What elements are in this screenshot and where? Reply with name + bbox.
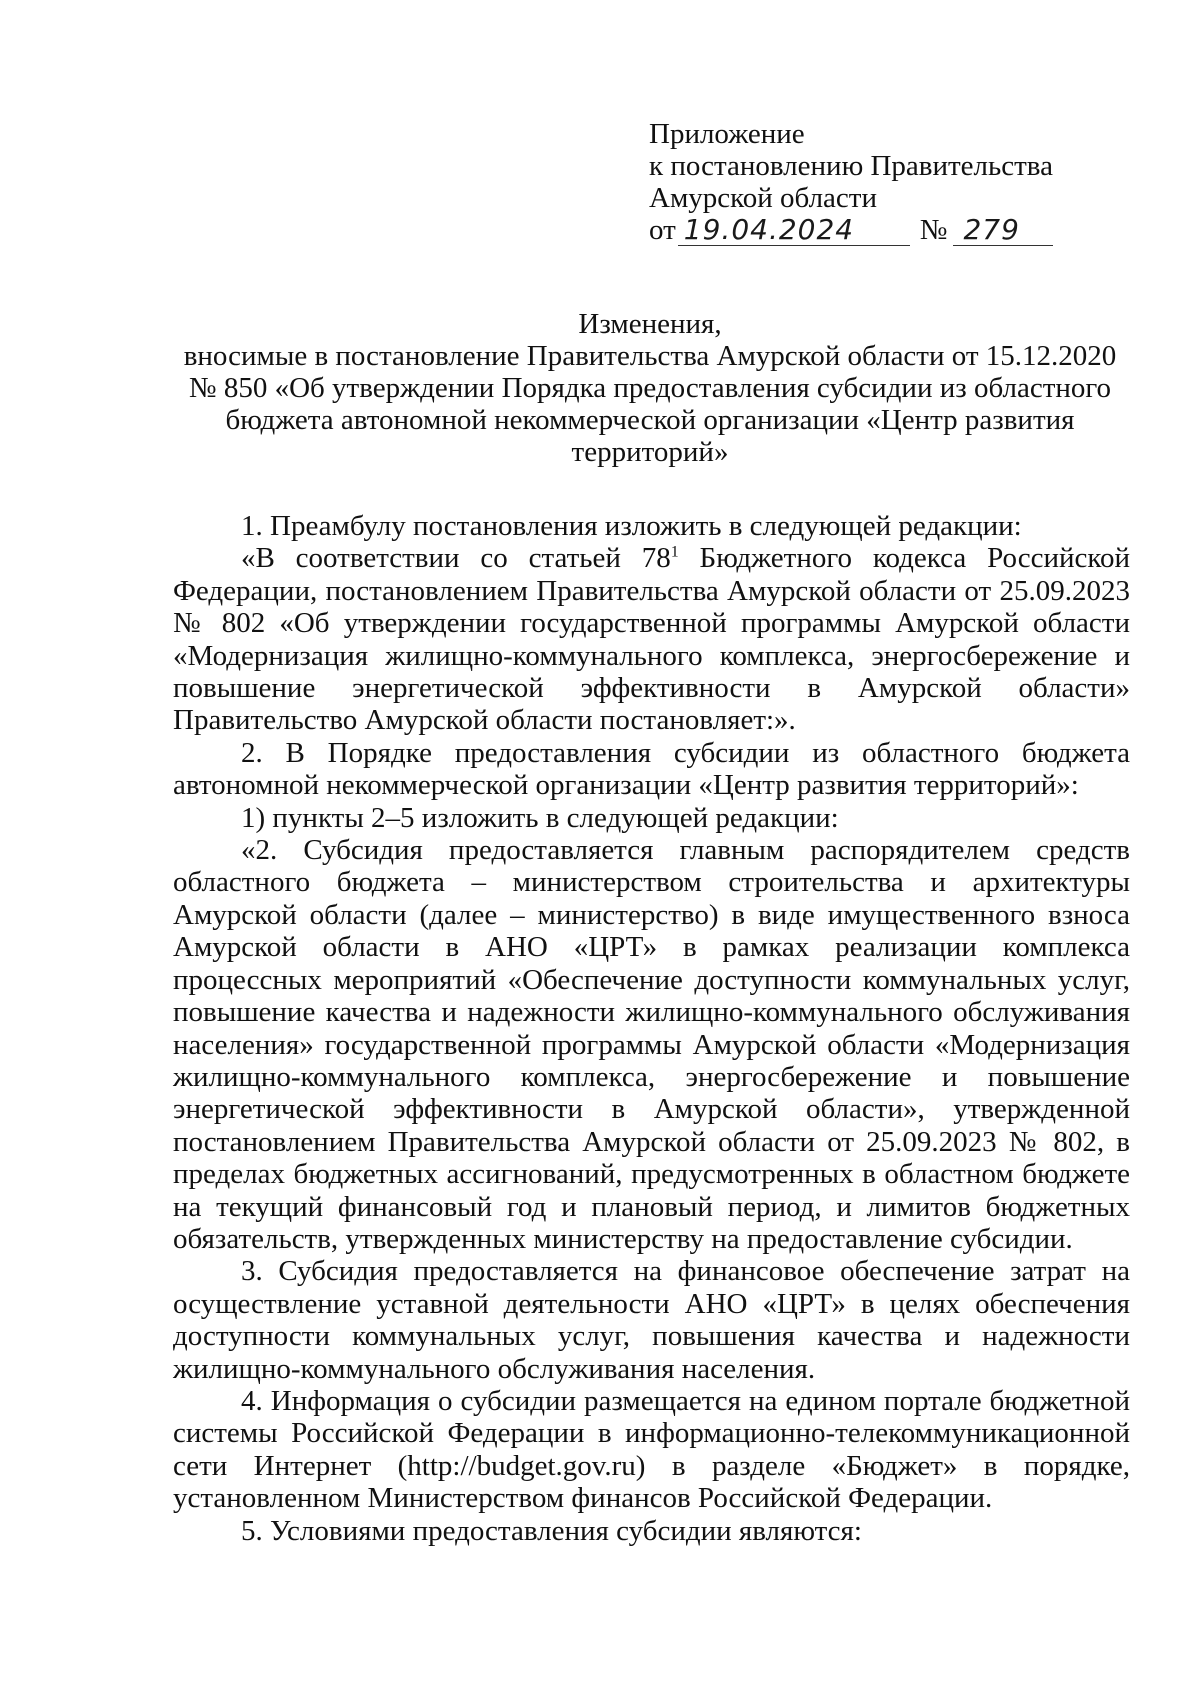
paragraph-8: 5. Условиями предоставления субсидии являются: <box>241 1514 862 1547</box>
title-line-4: бюджета автономной некоммерческой организации «Центр развития <box>225 404 1075 436</box>
paragraph-3: 2. В Порядке предоставления субсидии из областного бюджета автономной некоммерческой организации «Центр развития территорий»: <box>173 736 1130 802</box>
document-title <box>170 308 1130 468</box>
paragraph-6: 3. Субсидия предоставляется на финансовое обеспечение затрат на осуществление уставной деятельности АНО «ЦРТ» в целях обеспечения доступности коммунальных услуг, повышения качества и надежности жилищно-коммунального обслуживания населения. <box>173 1255 1130 1385</box>
title-line-1: Изменения, <box>578 308 722 340</box>
paragraph-4: 1) пункты 2–5 изложить в следующей редакции: <box>241 801 839 834</box>
title-line-5: территорий» <box>571 436 729 468</box>
title-line-2: вносимые в постановление Правительства Амурской области от 15.12.2020 <box>183 340 1117 372</box>
paragraph-2-start: «В соответствии со статьей 78 <box>241 542 671 575</box>
annex-block <box>649 118 1169 246</box>
superscript-1: 1 <box>670 543 679 561</box>
document-body <box>173 510 1130 1547</box>
paragraph-1: 1. Преамбулу постановления изложить в следующей редакции: <box>241 510 1022 542</box>
title-line-3: № 850 «Об утверждении Порядка предоставления субсидии из областного <box>188 372 1112 404</box>
annex-heading: Приложение <box>649 118 805 150</box>
paragraph-2-rest: Бюджетного кодекса Российской Федерации, постановлением Правительства Амурской области от 25.09.2023 № 802 «Об утверждении государственной программы Амурской области «Модернизация жилищно-коммунального комплекса, энергосбережение и повышение энергетической эффективности в Амурской области» Правительство Амурской области постановляет:». <box>173 542 1130 737</box>
paragraph-2 <box>173 542 1130 736</box>
annex-date-number-line <box>649 214 1169 246</box>
handwritten-date: 19.04.2024 <box>678 215 910 246</box>
handwritten-number: 279 <box>953 215 1053 246</box>
paragraph-7: 4. Информация о субсидии размещается на едином портале бюджетной системы Российской Федерации в информационно-телекоммуникационной сети Интернет (http://budget.gov.ru) в разделе «Бюджет» в порядке, установленном Министерством финансов Российской Федерации. <box>173 1384 1130 1515</box>
number-sign: № <box>919 214 948 246</box>
date-prefix: от <box>649 214 676 246</box>
paragraph-5: «2. Субсидия предоставляется главным распорядителем средств областного бюджета – министерством строительства и архитектуры Амурской области (далее – министерство) в виде имущественного взноса Амурской области в АНО «ЦРТ» в рамках реализации комплекса процессных мероприятий «Обеспечение доступности коммунальных услуг, повышение качества и надежности жилищно-коммунального обслуживания населения» государственной программы Амурской области «Модернизация жилищно-коммунального комплекса, энергосбережение и повышение энергетической эффективности в Амурской области», утвержденной постановлением Правительства Амурской области от 25.09.2023 № 802, в пределах бюджетных ассигнований, предусмотренных в областном бюджете на текущий финансовый год и плановый период, и лимитов бюджетных обязательств, утвержденных министерству на предоставление субсидии. <box>173 834 1130 1255</box>
annex-region: Амурской области <box>649 182 877 214</box>
annex-resolution-ref: к постановлению Правительства <box>649 150 1053 182</box>
